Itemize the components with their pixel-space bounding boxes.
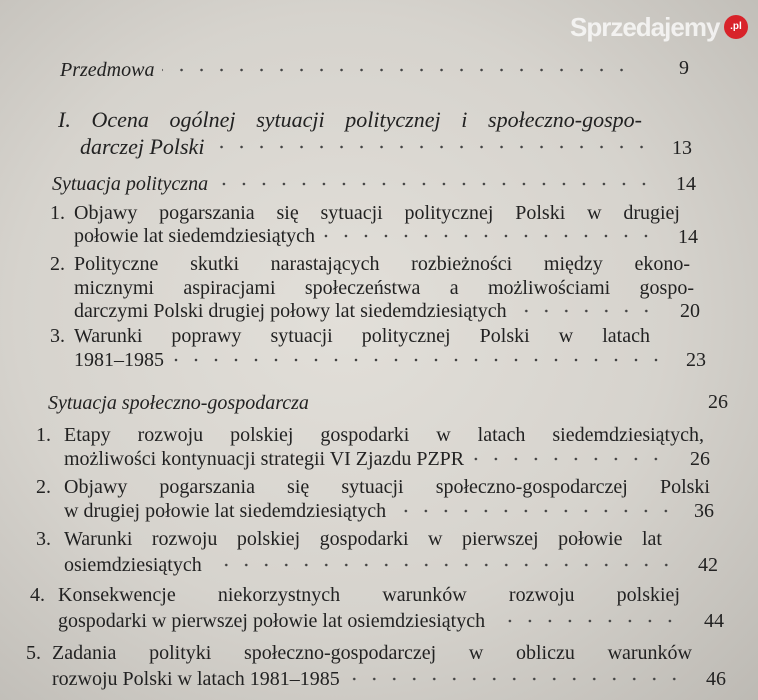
item-line: Warunki poprawy sytuacji politycznej Polski w latach <box>74 325 650 347</box>
item-page: 14 <box>678 226 698 248</box>
item-number: 1. <box>50 202 65 224</box>
section-title-socioeconomic: Sytuacja społeczno-gospodarcza <box>48 391 688 415</box>
dot-leader <box>210 561 676 569</box>
preface-page: 9 <box>679 57 689 79</box>
section-title-political: Sytuacja polityczna <box>52 172 662 196</box>
item-page: 36 <box>694 500 714 522</box>
chapter-page: 13 <box>672 137 692 159</box>
item-line: Etapy rozwoju polskiej gospodarki w latach siedemdziesiątych, <box>64 424 704 446</box>
item-page: 44 <box>704 610 724 632</box>
item-number: 4. <box>30 584 45 606</box>
item-line: połowie lat siedemdziesiątych <box>74 224 664 248</box>
item-number: 2. <box>36 476 51 498</box>
item-line: rozwoju Polski w latach 1981–1985 <box>52 667 692 691</box>
dot-leader <box>162 66 632 74</box>
item-line: 1981–1985 <box>74 348 674 372</box>
item-number: 5. <box>26 642 41 664</box>
item-line: gospodarki w pierwszej połowie lat osiemdziesiątych <box>58 609 688 633</box>
item-line: możliwości kontynuacji strategii VI Zjazdu PZPR <box>64 447 674 471</box>
watermark-badge: .pl <box>724 15 748 39</box>
dot-leader <box>348 675 684 683</box>
item-number: 2. <box>50 253 65 275</box>
item-page: 42 <box>698 554 718 576</box>
dot-leader <box>323 232 656 240</box>
item-line: darczymi Polski drugiej połowy lat siedemdziesiątych <box>74 299 664 323</box>
dot-leader <box>172 356 666 364</box>
item-number: 3. <box>36 528 51 550</box>
dot-leader <box>493 617 680 625</box>
item-page: 23 <box>686 349 706 371</box>
item-number: 3. <box>50 325 65 347</box>
toc-preface <box>60 58 640 82</box>
item-line: Objawy pogarszania się sytuacji społeczno-gospodarczej Polski <box>64 476 710 498</box>
item-line: Objawy pogarszania się sytuacji politycznej Polski w drugiej <box>74 202 680 224</box>
item-page: 46 <box>706 668 726 690</box>
chapter-title-line-2: darczej Polski <box>80 135 660 159</box>
item-page: 20 <box>680 300 700 322</box>
dot-leader <box>212 143 652 151</box>
item-line: Warunki rozwoju polskiej gospodarki w pierwszej połowie lat <box>64 528 662 550</box>
dot-leader <box>515 307 656 315</box>
dot-leader <box>216 180 654 188</box>
item-line: Polityczne skutki narastających rozbieżności między ekono- <box>74 253 690 275</box>
item-page: 26 <box>690 448 710 470</box>
preface-title: Przedmowa <box>60 59 155 81</box>
dot-leader <box>472 455 666 463</box>
item-line: Zadania polityki społeczno-gospodarczej w obliczu warunków <box>52 642 692 664</box>
dot-leader <box>394 507 676 515</box>
item-number: 1. <box>36 424 51 446</box>
item-line: w drugiej połowie lat siedemdziesiątych <box>64 499 684 523</box>
chapter-title-line-1: I. Ocena ogólnej sytuacji politycznej i społeczno-gospo- <box>58 108 642 132</box>
section-page: 14 <box>676 173 696 195</box>
item-line: micznymi aspiracjami społeczeństwa a możliwościami gospo- <box>74 277 694 299</box>
item-line: Konsekwencje niekorzystnych warunków rozwoju polskiej <box>58 584 680 606</box>
watermark-logo: Sprzedajemy <box>570 12 720 42</box>
section-page: 26 <box>708 391 728 413</box>
item-line: osiemdziesiątych <box>64 553 684 577</box>
dot-leader <box>317 399 680 407</box>
